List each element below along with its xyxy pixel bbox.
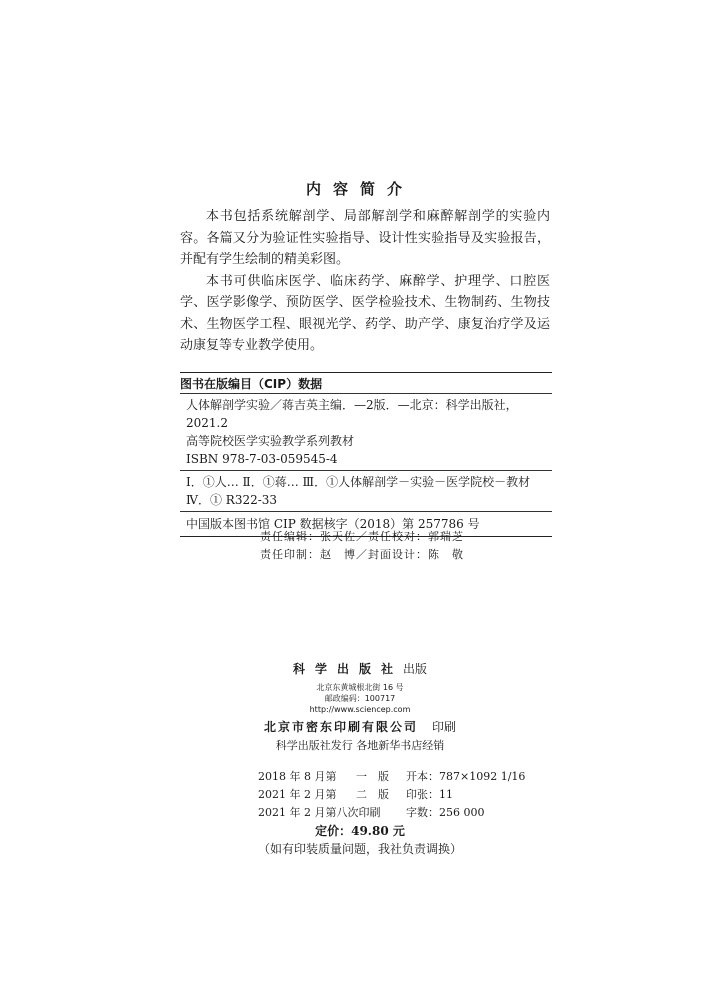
cip-data-block xyxy=(180,372,552,537)
edition-date: 2021 年 2 月第 xyxy=(258,788,337,801)
edition-number: 一 版 xyxy=(356,770,389,783)
edition-info: 字数：256 000 xyxy=(406,806,485,819)
distribution-line: 科学出版社发行 各地新华书店经销 xyxy=(275,739,445,752)
edition-row xyxy=(258,768,525,786)
intro-paragraph: 本书可供临床医学、临床药学、麻醉学、护理学、口腔医学、医学影像学、预防医学、医学检验技术、生物制药、生物技术、生物医学工程、眼视光学、药学、助产学、康复治疗学及运动康复等专业教学使用。 xyxy=(180,273,550,353)
intro-paragraph: 本书包括系统解剖学、局部解剖学和麻醉解剖学的实验内容。各篇又分为验证性实验指导、设计性实验指导及实验报告，并配有学生绘制的精美彩图。 xyxy=(180,209,550,267)
editorial-credits xyxy=(260,528,464,564)
cip-approval-line: 中国版本图书馆 CIP 数据核字（2018）第 257786 号 xyxy=(180,511,552,537)
cip-record xyxy=(180,393,552,470)
publisher-website: http://www.sciencep.com xyxy=(309,705,411,714)
cip-class-line: Ⅰ．①人… Ⅱ．①蒋… Ⅲ．①人体解剖学－实验－医学院校－教材 xyxy=(186,475,531,489)
printer-line xyxy=(0,717,720,737)
printer-name: 北京市密东印刷有限公司 xyxy=(263,720,418,734)
intro-title: 内容简介 xyxy=(305,180,414,198)
cip-title-line: 人体解剖学实验／蒋吉英主编．—2版．—北京：科学出版社， xyxy=(186,398,518,412)
imprint-block xyxy=(0,660,720,755)
publisher-suffix: 出版 xyxy=(403,662,428,676)
edition-date: 2018 年 8 月第 xyxy=(258,770,337,783)
edition-info: 开本：787×1092 1/16 xyxy=(406,770,526,783)
quality-notice: （如有印装质量问题，我社负责调换） xyxy=(257,842,462,856)
printer-suffix: 印刷 xyxy=(432,720,457,734)
cip-isbn-line: ISBN 978-7-03-059545-4 xyxy=(186,452,338,466)
edition-info: 印张：11 xyxy=(406,788,453,801)
publisher-address: 北京东黄城根北街 16 号 xyxy=(316,683,404,692)
cip-year-line: 2021.2 xyxy=(186,416,228,430)
cip-class-line: Ⅳ．① R322-33 xyxy=(186,493,278,507)
edition-number: 二 版 xyxy=(356,788,389,801)
price-line: 定价：49.80 元 xyxy=(315,824,405,838)
edition-table xyxy=(258,768,525,822)
edition-row xyxy=(258,804,525,822)
cip-classification xyxy=(180,470,552,511)
publisher-postcode: 邮政编码：100717 xyxy=(324,694,396,703)
credit-line: 责任编辑：张天佐／责任校对：郭瑞芝 xyxy=(260,530,464,543)
publisher-line xyxy=(0,660,720,678)
intro-body xyxy=(180,206,550,357)
cip-heading: 图书在版编目（CIP）数据 xyxy=(180,377,323,391)
cip-series-line: 高等院校医学实验教学系列教材 xyxy=(186,434,355,448)
credit-line: 责任印制：赵 博／封面设计：陈 敬 xyxy=(260,548,464,561)
edition-row xyxy=(258,786,525,804)
publisher-name: 科学出版社 xyxy=(292,662,403,676)
edition-date: 2021 年 2 月第八次印刷 xyxy=(258,806,381,819)
